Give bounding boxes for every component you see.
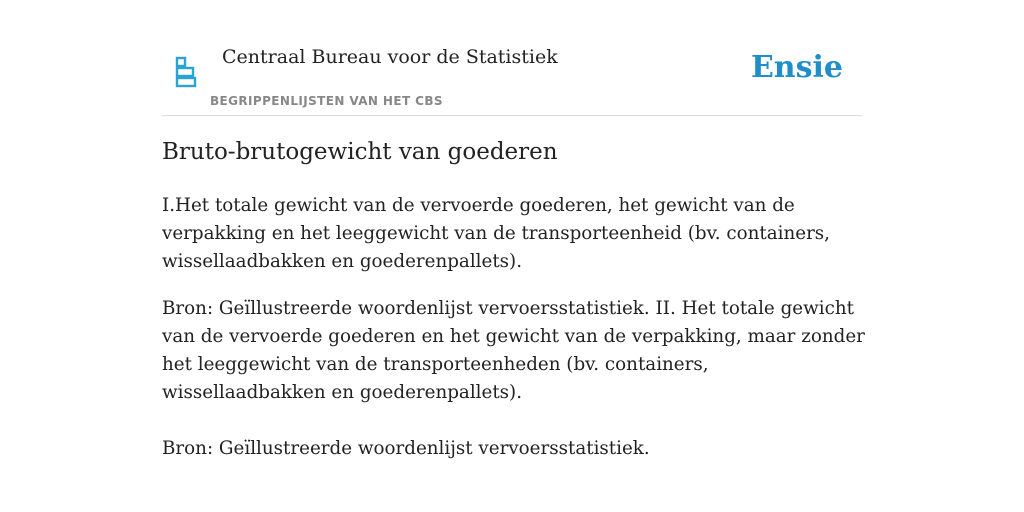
page-title: Bruto-brutogewicht van goederen: [162, 139, 558, 165]
source-paragraph: Bron: Geïllustreerde woordenlijst vervoersstatistiek.: [162, 438, 650, 459]
site-subtitle[interactable]: BEGRIPPENLIJSTEN VAN HET CBS: [210, 94, 443, 108]
definition-paragraph-1: I.Het totale gewicht van de vervoerde goederen, het gewicht van de verpakking en het leeggewicht van de transporteenheid (bv. containers, wissellaadbakken en goederenpallets).: [162, 195, 830, 272]
ensie-brand-link[interactable]: Ensie: [750, 50, 843, 85]
definition-paragraph-2: Bron: Geïllustreerde woordenlijst vervoersstatistiek. II. Het totale gewicht van de vervoerde goederen en het gewicht van de verpakking, maar zonder het leeggewicht van de transporteenheden (bv. containers, wissellaadbakken en goederenpallets).: [162, 298, 865, 403]
cbs-logo-icon[interactable]: [174, 56, 198, 88]
org-name[interactable]: Centraal Bureau voor de Statistiek: [222, 46, 558, 68]
header: [162, 40, 862, 116]
